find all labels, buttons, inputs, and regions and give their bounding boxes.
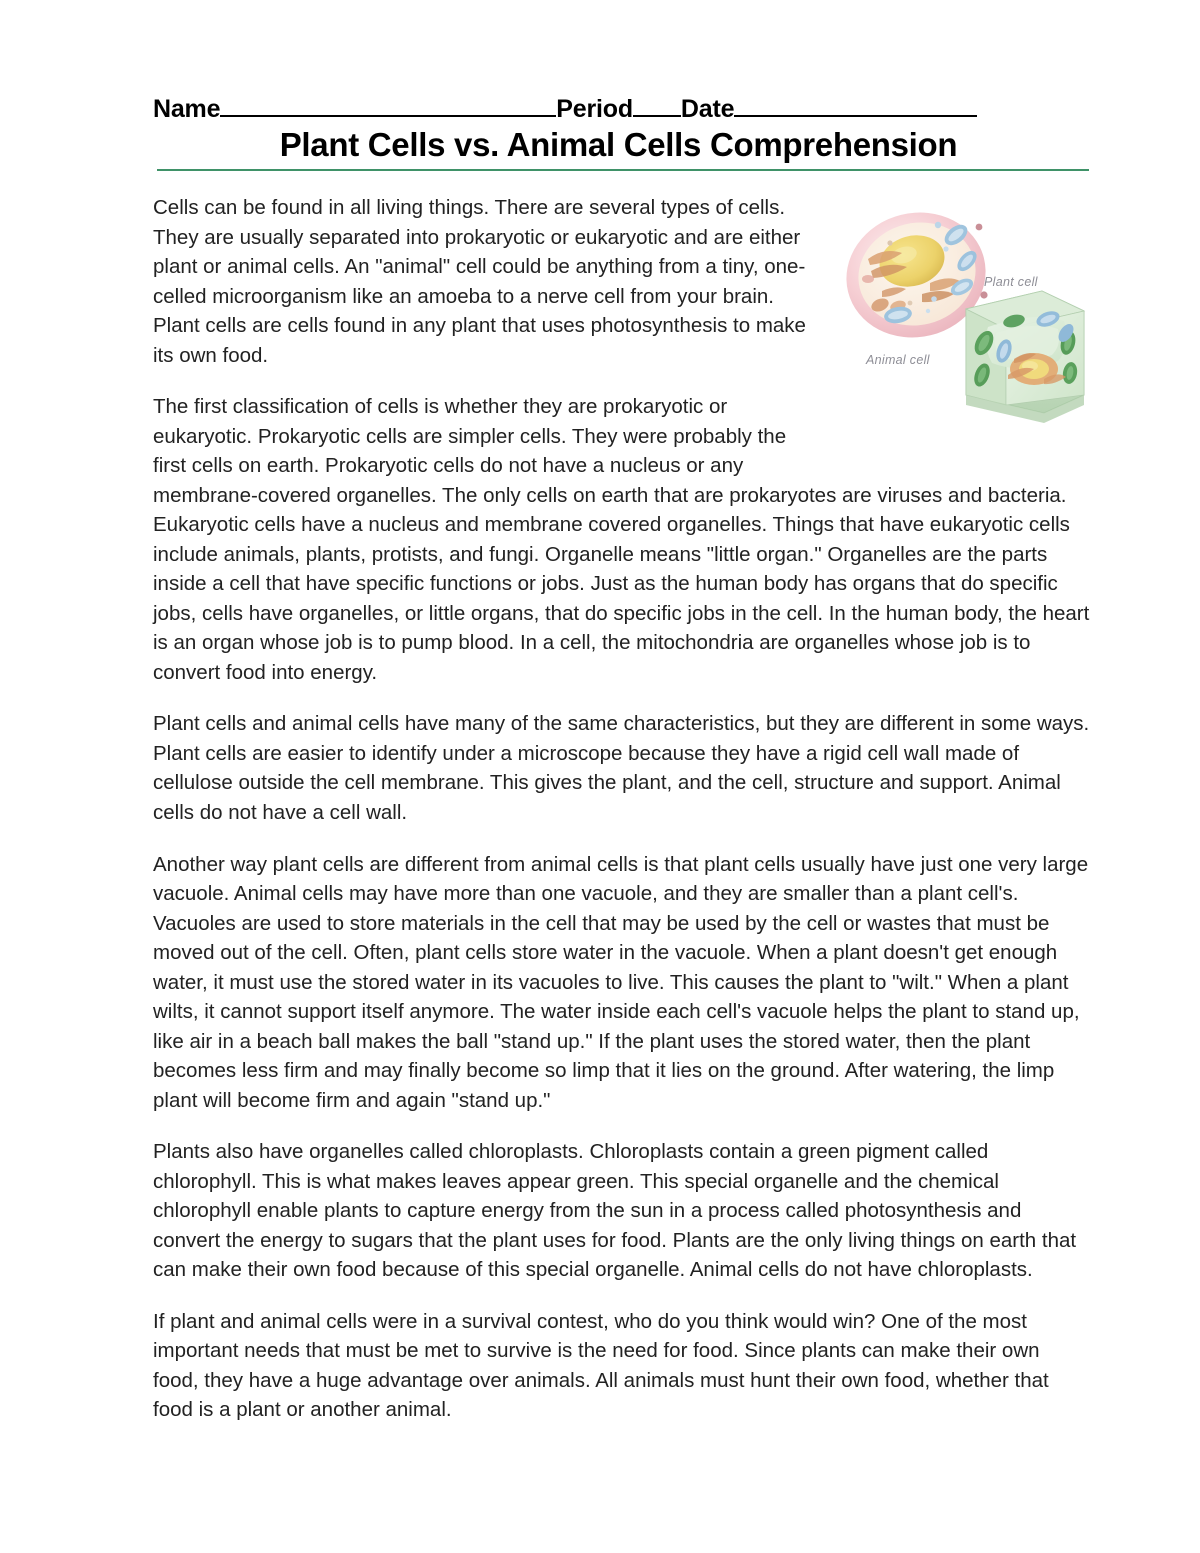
period-label: Period [556, 95, 633, 123]
page-title: Plant Cells vs. Animal Cells Comprehension [279, 126, 958, 164]
cell-diagram-illustration [838, 199, 1090, 451]
paragraph-6: If plant and animal cells were in a survival contest, who do you think would win? One of the most important needs that must be met to survive is the need for food. Since plants can make their own food, they have a huge advantage over animals. All animals must hunt their own food, whether that food is a plant or another animal. [153, 1309, 1049, 1422]
name-input[interactable] [220, 96, 556, 117]
paragraph-4: Another way plant cells are different from animal cells is that plant cells usually have just one very large vacuole. Animal cells may have more than one vacuole, and they are smaller than a plant cell's. Vacuoles are used to store materials in the cell that may be used by the cell or wastes that must be moved out of the cell. Often, plant cells store water in the vacuole. When a plant doesn't get enough water, it must use the stored water in its vacuoles to live. This causes the plant to "wilt." When a plant wilts, it cannot support itself anymore. The water inside each cell's vacuole helps the plant to stand up, like air in a beach ball makes the ball "stand up." If the plant uses the stored water, then the plant becomes less firm and may finally become so limp that it lies on the ground. After watering, the limp plant will become firm and again "stand up." [153, 852, 1089, 1112]
date-input[interactable] [734, 96, 977, 117]
paragraph-1: Cells can be found in all living things. There are several types of cells. They are usually separated into prokaryotic or eukaryotic and are either plant or animal cells. An "animal" cell could be anything from a tiny, one-celled microorganism like an amoeba to a nerve cell from your brain. Plant cells are cells found in any plant that uses photosynthesis to make its own food. [153, 196, 806, 367]
plant-cell-label: Plant cell [984, 275, 1038, 290]
name-label: Name [153, 95, 221, 123]
plant-and-animal-cell-diagram [838, 199, 1090, 451]
title-divider [157, 169, 1089, 171]
article-body [153, 193, 1090, 1425]
plant-cell-graphic [966, 291, 1084, 423]
period-input[interactable] [633, 96, 681, 117]
student-info-line [153, 96, 1090, 122]
paragraph-3: Plant cells and animal cells have many of the same characteristics, but they are different in some ways. Plant cells are easier to identify under a microscope because they have a rigid cell wall made of cellulose outside the cell membrane. This gives the plant, and the cell, structure and support. Animal cells do not have a cell wall. [153, 712, 1090, 824]
animal-cell-label: Animal cell [866, 353, 930, 368]
date-label: Date [680, 95, 735, 123]
paragraph-5: Plants also have organelles called chloroplasts. Chloroplasts contain a green pigment called chlorophyll. This is what makes leaves appear green. This special organelle and the chemical chlorophyll enable plants to capture energy from the sun in a process called photosynthesis and convert the energy to sugars that the plant uses for food. Plants are the only living things on earth that can make their own food because of this special organelle. Animal cells do not have chloroplasts. [153, 1140, 1077, 1282]
paragraph-2: The first classification of cells is whether they are prokaryotic or eukaryotic. Prokaryotic cells are simpler cells. They were probably the first cells on earth. Prokaryotic cells do not have a nucleus or any membrane-covered organelles. The only cells on earth that are prokaryotes are viruses and bacteria. Eukaryotic cells have a nucleus and membrane covered organelles. Things that have eukaryotic cells include animals, plants, protists, and fungi. Organelle means "little organ." Organelles are the parts inside a cell that have specific functions or jobs. Just as the human body has organs that do specific jobs, cells have organelles, or little organs, that do specific jobs in the cell. In the human body, the heart is an organ whose job is to pump blood. In a cell, the mitochondria are organelles whose job is to convert food into energy. [153, 395, 1090, 684]
